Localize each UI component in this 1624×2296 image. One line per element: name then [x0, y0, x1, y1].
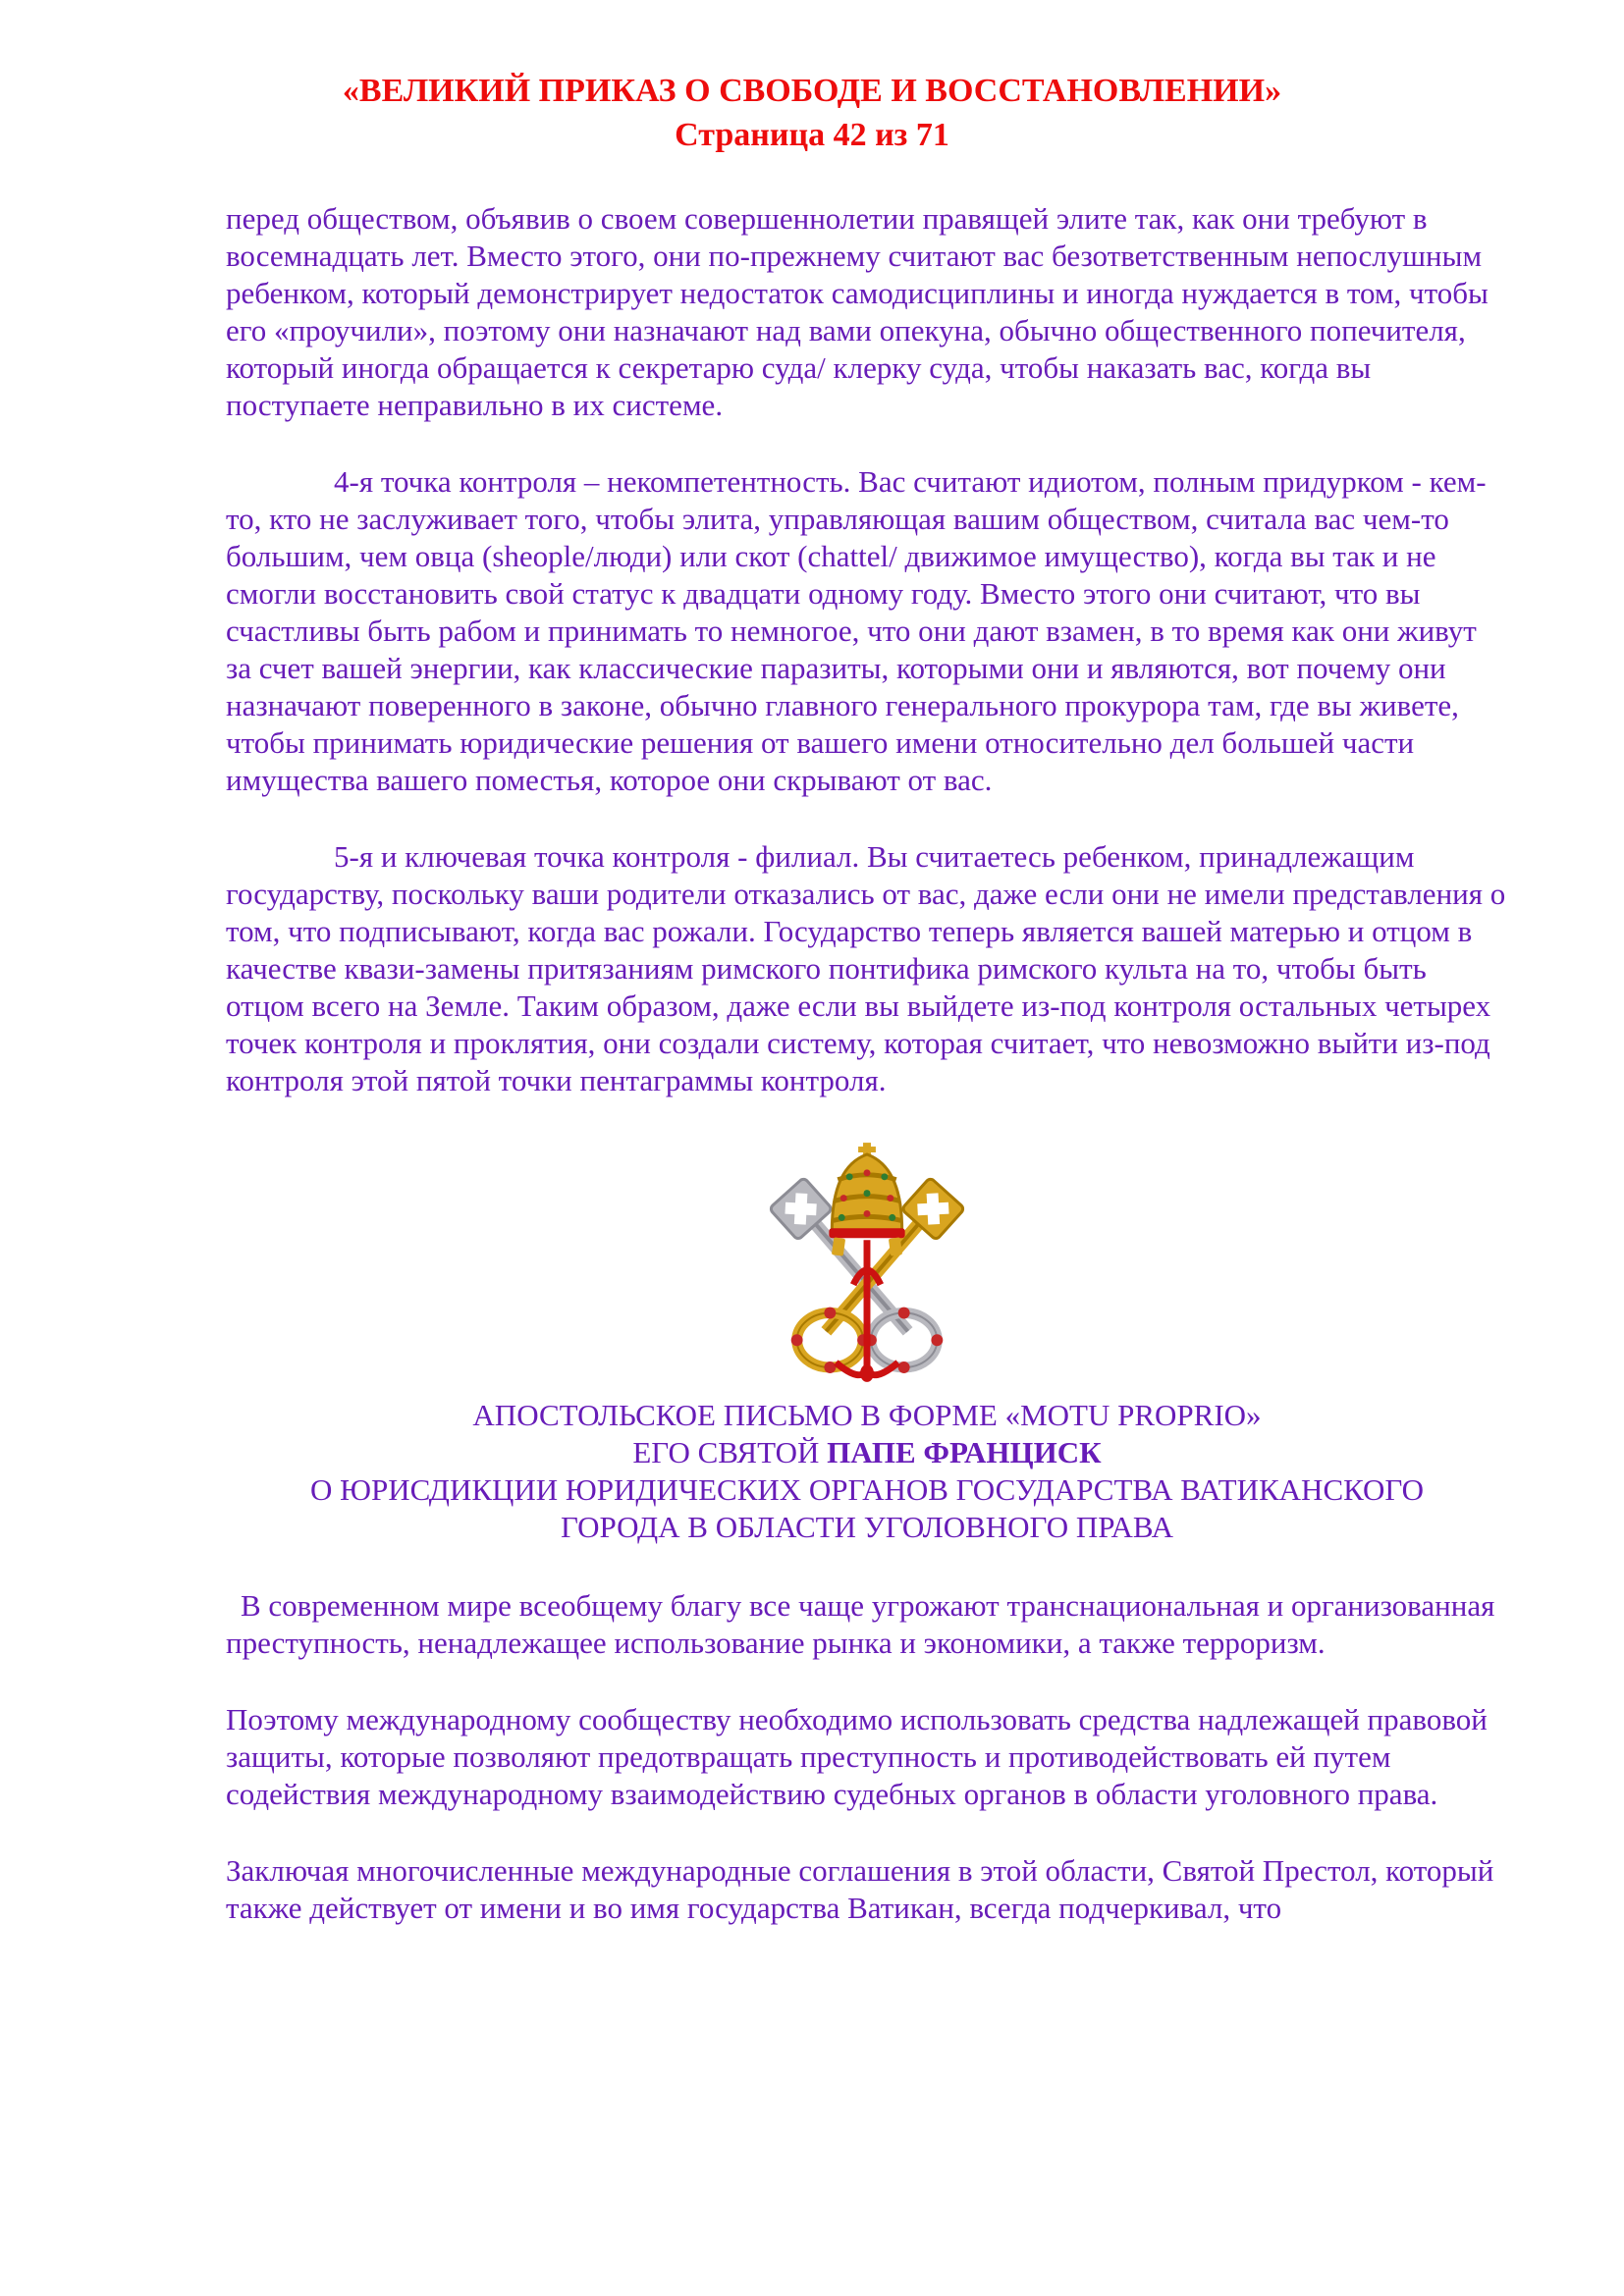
- document-title: «ВЕЛИКИЙ ПРИКАЗ О СВОБОДЕ И ВОССТАНОВЛЕНИИ»: [342, 73, 1282, 109]
- paragraph-holy-see: Заключая многочисленные международные соглашения в этой области, Святой Престол, который также действует от имени и во имя государства Ватикан, всегда подчеркивал, что: [226, 1853, 1494, 1925]
- cord-tassel: [860, 1364, 874, 1382]
- document-header: [0, 0, 1624, 157]
- paragraph-control-point-5: 5-я и ключевая точка контроля - филиал. Вы считаетесь ребенком, принадлежащим государству, поскольку ваши родители отказались от вас, даже если они не имели представления о том, что подписывают, когда вас рожали. Государство теперь является вашей матерью и отцом в качестве квази-замены притязаниям римского понтифика римского культа на то, чтобы быть отцом всего на Земле. Таким образом, даже если вы выйдете из-под контроля остальных четырех точек контроля и проклятия, они создали систему, которая считает, что невозможно выйти из-под контроля этой пятой точки пентаграммы контроля.: [226, 839, 1506, 1097]
- apostolic-letter-heading: [226, 1397, 1508, 1546]
- paragraph-international-community: Поэтому международному сообществу необходимо использовать средства надлежащей правовой защиты, которые позволяют предотвращать преступность и противодействовать ей путем содействия международному взаимодействию судебных органов в области уголовного права.: [226, 1702, 1488, 1811]
- heading-pope-francis: ПАПЕ ФРАНЦИСК: [827, 1435, 1102, 1469]
- vatican-coat-of-arms: [226, 1139, 1508, 1391]
- heading-line-3: О ЮРИСДИКЦИИ ЮРИДИЧЕСКИХ ОРГАНОВ ГОСУДАРСТВА ВАТИКАНСКОГО: [310, 1472, 1424, 1507]
- paragraph-modern-world: В современном мире всеобщему благу все чаще угрожают транснациональная и организованная преступность, ненадлежащее использование рынка и экономики, а также терроризм.: [226, 1588, 1495, 1660]
- document-body: [0, 200, 1624, 1927]
- heading-line-2: [226, 1434, 1508, 1471]
- crossed-keys-tiara-icon: [760, 1139, 974, 1382]
- page-indicator: Страница 42 из 71: [675, 117, 949, 153]
- heading-line-1: АПОСТОЛЬСКОЕ ПИСЬМО В ФОРМЕ «MOTU PROPRIO»: [472, 1398, 1262, 1432]
- paragraph-society: перед обществом, объявив о своем совершеннолетии правящей элите так, как они требуют в восемнадцать лет. Вместо этого, они по-прежнему считают вас безответственным непослушным ребенком, который демонстрирует недостаток самодисциплины и иногда нуждается в том, чтобы его «проучили», поэтому они назначают над вами опекуна, обычно общественного попечителя, который иногда обращается к секретарю суда/ клерку суда, чтобы наказать вас, когда вы поступаете неправильно в их системе.: [226, 201, 1489, 422]
- paragraph-control-point-4: 4-я точка контроля – некомпетентность. Вас считают идиотом, полным придурком - кем-то, кто не заслуживает того, чтобы элита, управляющая вашим обществом, считала вас чем-то большим, чем овца (sheople/люди) или скот (chattel/ движимое имущество), когда вы так и не смогли восстановить свой статус к двадцати одному году. Вместо этого они считают, что вы счастливы быть рабом и принимать то немногое, что они дают взамен, в то время как они живут за счет вашей энергии, как классические паразиты, которыми они и являются, вот почему они назначают поверенного в законе, обычно главного генерального прокурора там, где вы живете, чтобы принимать юридические решения от вашего имени относительно дел большей части имущества вашего поместья, которое они скрывают от вас.: [226, 464, 1487, 797]
- heading-line-4: ГОРОДА В ОБЛАСТИ УГОЛОВНОГО ПРАВА: [561, 1510, 1173, 1544]
- heading-his-holy: ЕГО СВЯТОЙ: [632, 1435, 828, 1469]
- papal-tiara-icon: [829, 1143, 904, 1256]
